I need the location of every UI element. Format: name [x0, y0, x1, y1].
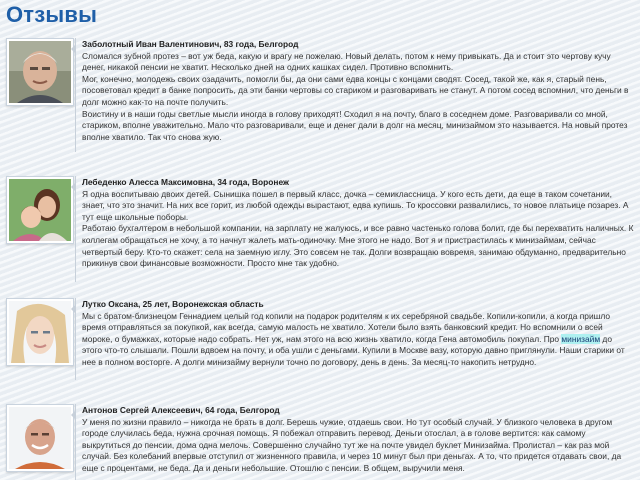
review-paragraph: У меня по жизни правило – никогда не брать в долг. Берешь чужие, отдаешь свои. Но тут особый случай. У близкого человека в другом городе случилась беда, нужна срочная помощь. Я побежал отправить перевод. Деньги отослал, а в голове вертится: как самому выкрутиться до пенсии, дома одна мелочь. Совершенно случайно тут же на почте увидел буклет Минизайма. Пролистал – как раз мой случай. Без колебаний впервые отступил от жизненного правила, и через 10 минут был при деньгах. А то, что придется отдавать свои, да еще с процентами, не беда. Да и деньги небольшие. Отошлю с пенсии. В общем, выручили меня. [82, 416, 622, 473]
review-paragraph: Мог, конечно, молодежь своих озадачить, помогли бы, да они сами едва концы с концами сводят. Сосед, такой же, как я, старый пень, посоветовал кредит в банке попросить, да эти банки чертовы со стариком и разговаривать не станут. А потом сосед вспомнил, что деньги в долг можно как-то на почте получить. [82, 73, 629, 107]
young-woman-photo-icon [9, 301, 71, 363]
young-woman-photo [6, 298, 74, 366]
review-divider [75, 38, 76, 152]
reviewer-name: Заболотный Иван Валентинович, 83 года, Белгород [82, 39, 299, 49]
mother-with-child-photo-icon [9, 179, 71, 241]
reviewer-name: Лутко Оксана, 25 лет, Воронежская область [82, 299, 264, 309]
review-text [82, 39, 634, 143]
minizaim-highlight: минизайм [561, 333, 601, 344]
review-divider [75, 404, 76, 480]
review-text-before: Мы с братом-близнецом Геннадием целый год копили на подарок родителям к их серебряной свадьбе. Копили-копили, а когда пришло время отправляться за покупкой, как всегда, самую малость не хватило. Хотели было взять банковский кредит. Но вспомнили о всей мороке, о бумажках, которые надо собрать. Нет уж, нам этого на всю жизнь хватило, когда Гена автомобиль покупал. Про [82, 310, 611, 344]
review-text-after: до этого что-то слышали. Пошли вдвоем на почту, и оба ушли с деньгами. Купили в Москве вазу, которую давно приглянули. Наши старики от нее в полном восторге. А долги минизайму вернули точно по договору, день в день. За месяц-то накопить нетрудно. [82, 333, 625, 367]
page-title: Отзывы [6, 2, 98, 27]
reviewer-name: Антонов Сергей Алексеевич, 64 года, Белгород [82, 405, 280, 415]
elderly-man-photo-icon [9, 41, 71, 103]
mother-with-child-photo [6, 176, 74, 244]
review-paragraph: Воистину и в наши годы светлые мысли иногда в голову приходят! Сходил я на почту, благо в соседнем доме. Разговаривали со мной, стариком, вполне уважительно. Мало что разговаривали, еще и денег дали в долг на месяц, минизаймом это называется. На новый протез вполне хватило. Так что снова жую. [82, 108, 628, 142]
elderly-man-photo [6, 38, 74, 106]
review-text [82, 405, 634, 475]
senior-man-photo-icon [9, 407, 71, 469]
review-paragraph: Сломался зубной протез – вот уж беда, какую и врагу не пожелаю. Новый делать, потом к нему привыкать. Да и стоит это чертову кучу денег, никакой пенсии не хватит. Несколько дней на одних кашках сидел. Противно вспомнить. [82, 50, 611, 73]
review-paragraph: Я одна воспитываю двоих детей. Сынишка пошел в первый класс, дочка – семиклассница. У кого есть дети, да еще в таком сочетании, знает, что это значит. На них все горит, из любой одежды вырастают, едва купишь. То кроссовки развалились, то новое платьице позарез. А тут еще школьные поборы. [82, 188, 629, 222]
review-divider [75, 176, 76, 282]
review-paragraph [82, 311, 634, 369]
review-paragraph: Работаю бухгалтером в небольшой компании, на зарплату не жалуюсь, и все равно частенько голова болит, где бы перехватить наличных. К коллегам обращаться не хочу, а то начнут жалеть мать-одиночку. Мне этого не надо. Вот я и пристрастилась к минизаймам, сейчас четвертый беру. Кто-то скажет: села на заемную иглу. Это совсем не так. Долги возвращаю вовремя, занимаю обдуманно, предварительно прикинув свои финансовые возможности. Просто мне так удобно. [82, 223, 634, 269]
reviewer-name: Лебеденко Алесса Максимовна, 34 года, Воронеж [82, 177, 289, 187]
senior-man-photo [6, 404, 74, 472]
review-divider [75, 298, 76, 380]
review-text [82, 299, 634, 369]
review-text [82, 177, 634, 270]
